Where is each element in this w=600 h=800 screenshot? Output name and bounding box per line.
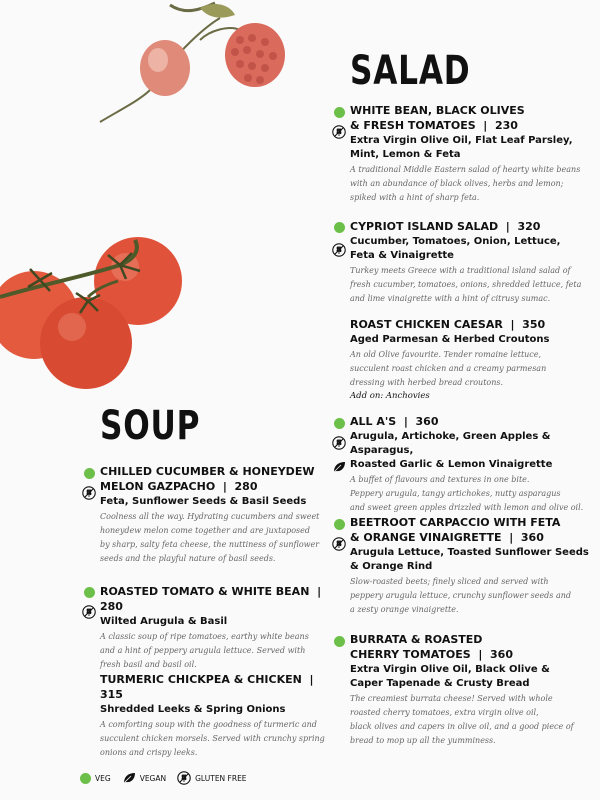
menu-item: BEETROOT CARPACCIO WITH FETA & ORANGE VINAIGRETTE | 360 Arugula Lettuce, Toasted Sunflower Seeds & Orange Rind Slow-roasted beets; finely sliced and served with peppery arugula lettuce, crunchy sunflower seeds and a zesty orange vinaigrette. [350, 516, 589, 614]
item-description: A comforting soup with the goodness of turmeric and [100, 720, 317, 729]
item-price: 350 [522, 318, 546, 331]
item-name: ALL A'S [350, 415, 397, 428]
veg-dot-icon [334, 519, 345, 530]
item-name: TURMERIC CHICKPEA & CHICKEN [100, 673, 302, 686]
gluten-free-icon [82, 605, 96, 619]
item-description: seeds and the playful nature of basil seeds. [100, 554, 276, 563]
legend-gluten-free-label: GLUTEN FREE [195, 773, 247, 783]
item-ingredients: Roasted Garlic & Lemon Vinaigrette [350, 459, 553, 470]
veg-dot-icon [84, 468, 95, 479]
item-ingredients: Shredded Leeks & Spring Onions [100, 704, 286, 715]
item-description: A traditional Middle Eastern salad of hearty white beans [350, 165, 581, 174]
item-price: 360 [490, 648, 513, 661]
legend-vegan-label: VEGAN [139, 773, 167, 783]
item-ingredients: Arugula Lettuce, Toasted Sunflower Seeds [350, 547, 589, 558]
gluten-free-icon [332, 125, 346, 139]
dietary-legend [80, 771, 253, 785]
item-price: 280 [234, 480, 258, 493]
item-description: Peppery arugula, tangy artichokes, nutty asparagus [350, 489, 561, 498]
item-description: Slow-roasted beets; finely sliced and served with [350, 577, 549, 586]
item-description: succulent chicken morsels. Served with crunchy spring [100, 734, 325, 743]
item-ingredients: Wilted Arugula & Basil [100, 616, 228, 627]
item-addon: Add on: Anchovies [350, 391, 430, 401]
item-description: by sharp, salty feta cheese, the nuttiness of sunflower [100, 540, 320, 549]
vegan-leaf-icon [332, 460, 346, 474]
legend-veg-label: VEG [95, 773, 111, 783]
veg-dot-icon [334, 418, 345, 429]
item-description: with an abundance of black olives, herbs and lemon; [350, 179, 564, 188]
item-description: black olives and capers in olive oil, and a good piece of [350, 722, 574, 731]
item-ingredients: Extra Virgin Olive Oil, Flat Leaf Parsley, [350, 135, 573, 146]
menu-item: ROAST CHICKEN CAESAR | 350 Aged Parmesan & Herbed Croutons An old Olive favourite. Tender romaine lettuce, succulent roast chicken and a creamy parmesan dressing with herbed bread croutons. Add on: Anchovies [350, 317, 585, 403]
berries-illustration [90, 0, 290, 130]
item-name: ROAST CHICKEN CAESAR [350, 318, 503, 331]
item-description: fresh cucumber, tomatoes, onions, shredded lettuce, feta [350, 280, 582, 289]
item-ingredients: Caper Tapenade & Crusty Bread [350, 678, 530, 689]
item-description: Coolness all the way. Hydrating cucumbers and sweet [100, 512, 320, 521]
item-name: CYPRIOT ISLAND SALAD [350, 220, 499, 233]
item-ingredients: Cucumber, Tomatoes, Onion, Lettuce, [350, 236, 561, 247]
menu-item: BURRATA & ROASTED CHERRY TOMATOES | 360 Extra Virgin Olive Oil, Black Olive & Caper Tapenade & Crusty Bread The creamiest burrata cheese! Served with whole roasted cherry tomatoes, extra virgin olive oil, black olives and capers in olive oil, and a good piece of bread to mop up all the yumminess. [350, 633, 574, 745]
item-description: spiked with a hint of sharp feta. [350, 193, 480, 202]
gluten-free-icon [177, 771, 191, 785]
tomatoes-illustration [0, 235, 190, 395]
veg-dot-icon [334, 222, 345, 233]
menu-item: CYPRIOT ISLAND SALAD | 320 Cucumber, Tomatoes, Onion, Lettuce, Feta & Vinaigrette Turkey meets Greece with a traditional island salad of fresh cucumber, tomatoes, onions, shredded lettuce, feta and lime vinaigrette with a hint of citrusy sumac. [350, 220, 582, 303]
salad-section-title: SALAD [350, 48, 471, 94]
item-name: CHERRY TOMATOES [350, 648, 471, 661]
item-description: dressing with herbed bread croutons. [350, 378, 504, 387]
item-ingredients: Arugula, Artichoke, Green Apples & Asparagus, [350, 431, 551, 456]
gluten-free-icon [332, 537, 346, 551]
item-ingredients: Feta, Sunflower Seeds & Basil Seeds [100, 496, 307, 507]
item-description: A classic soup of ripe tomatoes, earthy white beans [100, 632, 309, 641]
menu-item: CHILLED CUCUMBER & HONEYDEW MELON GAZPACHO | 280 Feta, Sunflower Seeds & Basil Seeds Coolness all the way. Hydrating cucumbers and sweet honeydew melon come together and are juxtaposed by sharp, salty feta cheese, the nuttiness of sunflower seeds and the playful nature of basil seeds. [100, 465, 320, 563]
item-name: BEETROOT CARPACCIO WITH FETA [350, 516, 561, 529]
menu-item: WHITE BEAN, BLACK OLIVES & FRESH TOMATOES | 230 Extra Virgin Olive Oil, Flat Leaf Parsley, Mint, Lemon & Feta A traditional Middle Eastern salad of hearty white beans with an abundance of black olives, herbs and lemon; spiked with a hint of sharp feta. [350, 104, 581, 202]
item-ingredients: & Orange Rind [350, 561, 433, 572]
item-description: An old Olive favourite. Tender romaine lettuce, [350, 350, 542, 359]
item-description: onions and crispy leeks. [100, 748, 198, 757]
item-name: WHITE BEAN, BLACK OLIVES [350, 104, 525, 117]
item-price: 360 [415, 415, 439, 428]
item-ingredients: Aged Parmesan & Herbed Croutons [350, 334, 550, 345]
soup-section-title: SOUP [100, 403, 201, 449]
item-ingredients: Feta & Vinaigrette [350, 250, 454, 261]
item-description: The creamiest burrata cheese! Served with whole [350, 694, 553, 703]
item-price: 320 [517, 220, 541, 233]
item-price: 230 [494, 119, 518, 132]
item-description: honeydew melon come together and are juxtaposed [100, 526, 311, 535]
item-description: Turkey meets Greece with a traditional island salad of [350, 266, 571, 275]
item-name: MELON GAZPACHO [100, 480, 216, 493]
veg-dot-icon [80, 773, 91, 784]
gluten-free-icon [332, 436, 346, 450]
item-name: & FRESH TOMATOES [350, 119, 476, 132]
menu-item: TURMERIC CHICKPEA & CHICKEN | 315 Shredded Leeks & Spring Onions A comforting soup with the goodness of turmeric and succulent chicken morsels. Served with crunchy spring onions and crispy leeks. [100, 673, 325, 757]
item-ingredients: Mint, Lemon & Feta [350, 149, 461, 160]
item-price: 280 [100, 600, 123, 613]
veg-dot-icon [334, 636, 345, 647]
item-description: succulent roast chicken and a creamy parmesan [350, 364, 547, 373]
item-description: peppery arugula lettuce, crunchy sunflower seeds and [350, 591, 571, 600]
item-name: CHILLED CUCUMBER & HONEYDEW [100, 465, 315, 478]
item-description: roasted cherry tomatoes, extra virgin olive oil, [350, 708, 539, 717]
veg-dot-icon [334, 107, 345, 118]
item-name: BURRATA & ROASTED [350, 633, 483, 646]
veg-dot-icon [84, 587, 95, 598]
item-description: and lime vinaigrette with a hint of citrusy sumac. [350, 294, 551, 303]
item-description: and sweet green apples drizzled with lemon and olive oil. [350, 503, 584, 512]
gluten-free-icon [332, 243, 346, 257]
menu-item: ROASTED TOMATO & WHITE BEAN | 280 Wilted Arugula & Basil A classic soup of ripe tomatoes, earthy white beans and a hint of peppery arugula lettuce. Served with fresh basil and basil oil. [100, 585, 325, 669]
item-name: ROASTED TOMATO & WHITE BEAN [100, 585, 310, 598]
item-name: & ORANGE VINAIGRETTE [350, 531, 502, 544]
item-description: fresh basil and basil oil. [100, 660, 197, 669]
item-description: bread to mop up all the yumminess. [350, 736, 496, 745]
menu-item: ALL A'S | 360 Arugula, Artichoke, Green Apples & Asparagus, Roasted Garlic & Lemon Vinaigrette A buffet of flavours and textures in one bite. Peppery arugula, tangy artichokes, nutty asparagus and sweet green apples drizzled with lemon and olive oil. [350, 415, 584, 512]
vegan-leaf-icon [122, 771, 136, 785]
item-description: A buffet of flavours and textures in one bite. [350, 475, 530, 484]
item-description: and a hint of peppery arugula lettuce. Served with [100, 646, 306, 655]
item-description: a zesty orange vinaigrette. [350, 605, 459, 614]
gluten-free-icon [82, 486, 96, 500]
item-ingredients: Extra Virgin Olive Oil, Black Olive & [350, 664, 550, 675]
item-price: 315 [100, 688, 123, 701]
item-price: 360 [520, 531, 544, 544]
